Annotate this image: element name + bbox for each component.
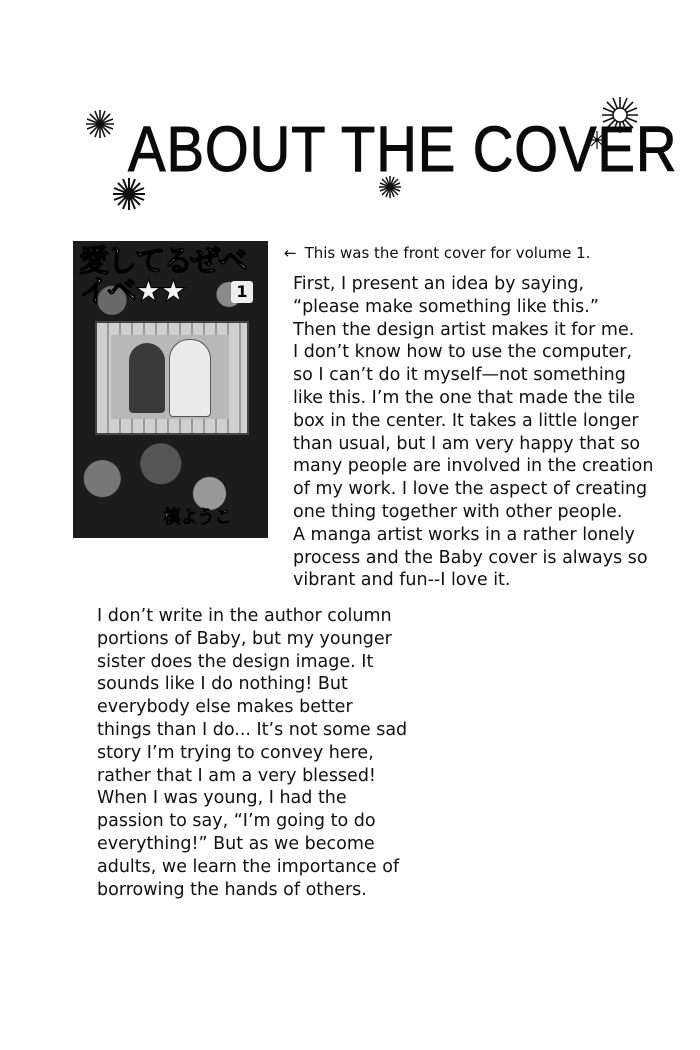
cover-caption	[284, 244, 590, 262]
body-paragraph-2: I don’t write in the author column portions of Baby, but my younger sister does the design image. It sounds like I do nothing! But everybody else makes better things than I do... It’s not some sad story I’m trying to convey here, rather that I am a very blessed! When I was young, I had the passion to say, “I’m going to do everything!” But as we become adults, we learn the importance of borrowing the hands of others.	[97, 606, 408, 900]
caption-text: This was the front cover for volume 1.	[304, 244, 591, 262]
cover-volume-number: 1	[231, 281, 253, 303]
cover-title: 愛してるぜベイベ★★	[79, 244, 247, 309]
page-title: ABOUT THE COVER	[128, 113, 678, 185]
cover-author: 槙ようこ	[163, 507, 231, 528]
cover-illustration	[111, 335, 229, 419]
sparkle-icon	[84, 108, 116, 140]
left-arrow-icon: ←	[284, 244, 297, 262]
cover-image	[73, 241, 268, 538]
body-paragraph-1: First, I present an idea by saying, “please make something like this.” Then the design artist makes it for me. I don’t know how to use the computer, so I can’t do it myself—not something like this. I’m the one that made the tile box in the center. It takes a little longer than usual, but I am very happy that so many people are involved in the creation of my work. I love the aspect of creating one thing together with other people. A manga artist works in a rather lonely process and the Baby cover is always so vibrant and fun--I love it.	[293, 274, 654, 591]
